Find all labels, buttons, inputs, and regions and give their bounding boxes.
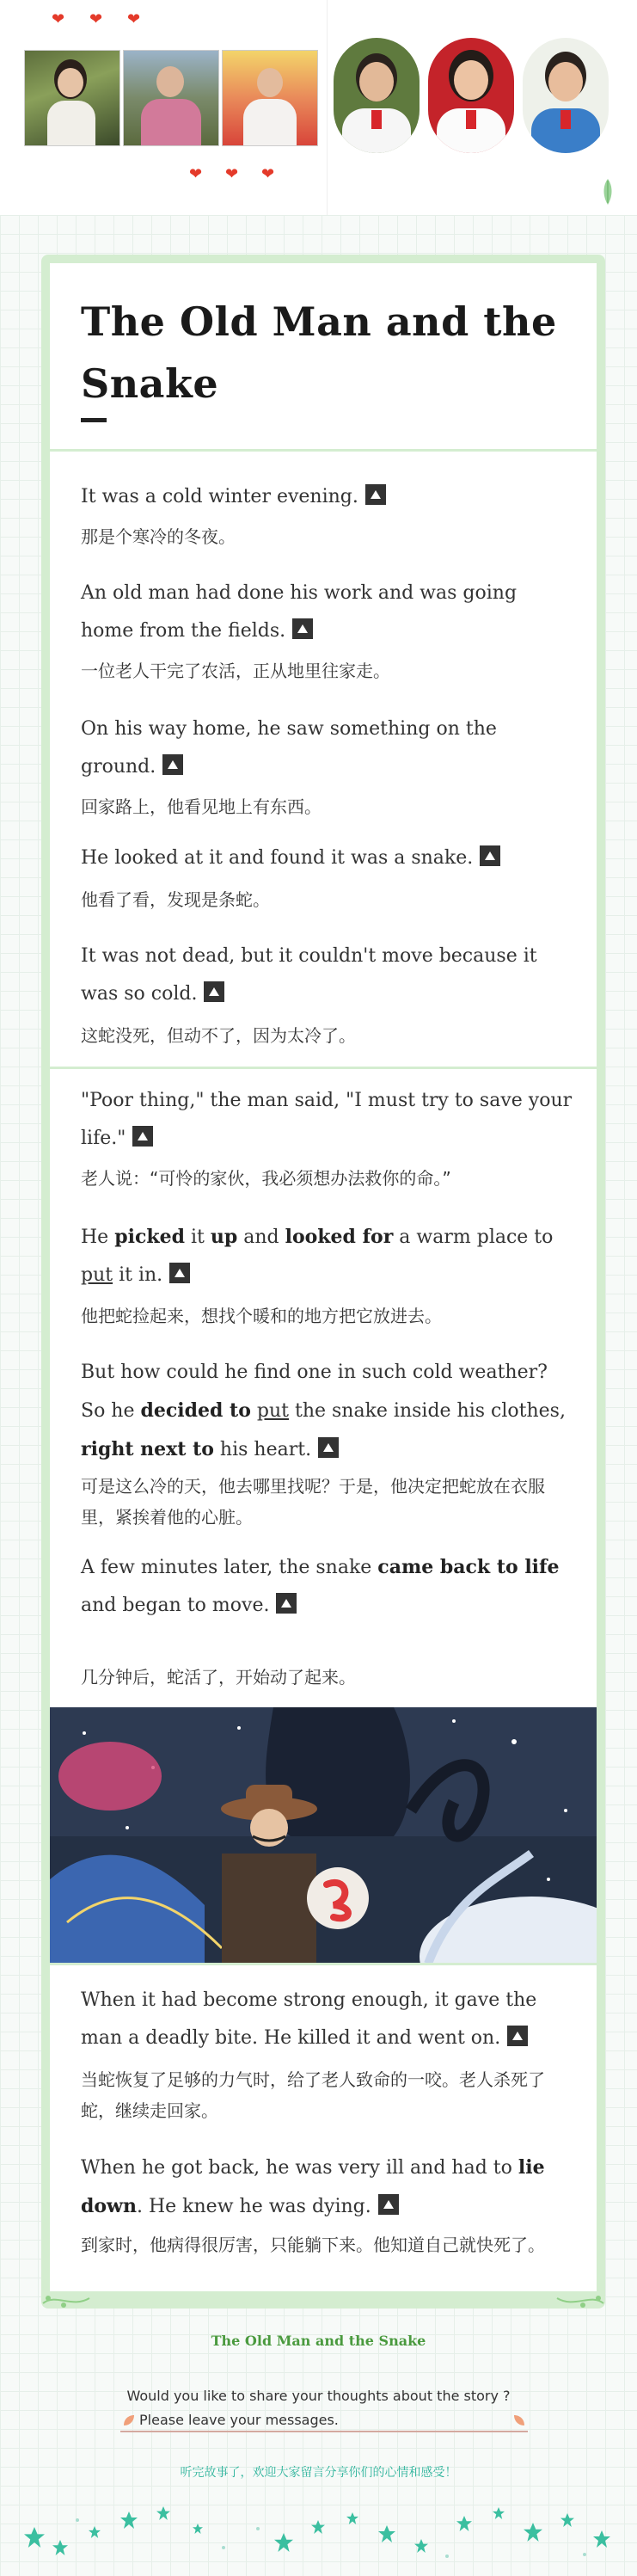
key-word: put [81, 1264, 113, 1286]
english-sentence: On his way home, he saw something on the ground. [81, 718, 497, 778]
chinese-translation: 老人说：“可怜的家伙，我必须想办法救你的命。” [81, 1168, 451, 1189]
english-sentence: He picked it up and looked for a warm place to put it in. [81, 1226, 554, 1286]
chinese-translation: 当蛇恢复了足够的力气时，给了老人致命的一咬。老人杀死了蛇，继续走回家。 [81, 2069, 545, 2121]
play-icon[interactable] [292, 618, 313, 639]
section-divider [50, 1067, 597, 1069]
stars-decoration [0, 2494, 637, 2576]
key-phrase: up [210, 1226, 238, 1248]
heart-icon: ❤ [189, 165, 203, 183]
leaf-icon [602, 179, 614, 205]
chinese-translation: 那是个寒冷的冬夜。 [81, 526, 236, 547]
teacher-photo [24, 50, 120, 146]
heart-icon: ❤ [127, 10, 141, 28]
teacher-photo [222, 50, 318, 146]
play-icon[interactable] [169, 1263, 190, 1283]
english-sentence: "Poor thing," the man said, "I must try to save your life." [81, 1090, 573, 1149]
student-photo [334, 38, 420, 153]
play-icon[interactable] [162, 754, 183, 775]
chinese-translation: 他看了看，发现是条蛇。 [81, 889, 270, 910]
key-phrase: came back to life [377, 1556, 560, 1578]
english-sentence: He looked at it and found it was a snake. [81, 839, 573, 877]
story-title: The Old Man and the Snake [81, 298, 557, 407]
heart-icon: ❤ [225, 165, 239, 183]
english-sentence: But how could he find one in such cold weather? So he decided to put the snake inside his clothes, right next to his heart. [81, 1362, 566, 1460]
chinese-translation: 几分钟后，蛇活了，开始动了起来。 [81, 1667, 356, 1688]
key-phrase: looked for [285, 1226, 394, 1248]
heart-icon: ❤ [89, 10, 103, 28]
play-icon[interactable] [378, 2194, 399, 2215]
section-divider [50, 449, 597, 452]
key-word: put [256, 1400, 289, 1422]
chinese-translation: 回家路上，他看见地上有东西。 [81, 796, 322, 817]
play-icon[interactable] [507, 2026, 528, 2046]
student-photo [428, 38, 514, 153]
chinese-translation: 他把蛇捡起来，想找个暖和的地方把它放进去。 [81, 1306, 442, 1326]
section-divider [50, 1963, 597, 1965]
student-photo [523, 38, 609, 153]
heart-icon: ❤ [52, 10, 65, 28]
heart-icon: ❤ [261, 165, 275, 183]
play-icon[interactable] [318, 1437, 339, 1458]
english-sentence: When it had become strong enough, it gave the man a deadly bite. He killed it and went on. [81, 1989, 537, 2049]
english-sentence: It was a cold winter evening. [81, 478, 573, 516]
teacher-photo [123, 50, 219, 146]
title-underline [81, 418, 107, 422]
leave-message-label: Please leave your messages. [139, 2412, 339, 2428]
thanks-message: 听完故事了，欢迎大家留言分享你们的心情和感受！ [180, 2466, 457, 2480]
key-phrase: decided to [140, 1399, 251, 1422]
key-phrase: picked [114, 1226, 185, 1248]
divider [327, 0, 328, 215]
english-sentence: A few minutes later, the snake came back to life and began to move. [81, 1556, 560, 1616]
play-icon[interactable] [204, 981, 224, 1002]
leaf-icon [512, 2413, 526, 2427]
chinese-translation: 到家时，他病得很厉害，只能躺下来。他知道自己就快死了。 [81, 2235, 545, 2255]
play-icon[interactable] [276, 1593, 297, 1614]
key-phrase: lie down [81, 2156, 545, 2217]
chinese-translation: 可是这么冷的天，他去哪里找呢？于是，他决定把蛇放在衣服里，紧挨着他的心脏。 [81, 1476, 545, 1528]
footer-story-title: The Old Man and the Snake [211, 2333, 426, 2349]
key-phrase: right next to [81, 1438, 214, 1460]
play-icon[interactable] [365, 484, 386, 505]
leave-message-button[interactable] [120, 2408, 528, 2432]
story-illustration [50, 1707, 597, 1964]
play-icon[interactable] [132, 1126, 153, 1147]
header-banner [0, 0, 637, 215]
english-sentence: An old man had done his work and was going home from the fields. [81, 582, 518, 642]
english-sentence: It was not dead, but it couldn't move because it was so cold. [81, 945, 537, 1005]
leaf-icon [122, 2413, 136, 2427]
chinese-translation: 一位老人干完了农活，正从地里往家走。 [81, 661, 390, 681]
english-sentence: When he got back, he was very ill and had to lie down. He knew he was dying. [81, 2156, 545, 2217]
vine-decoration [38, 2288, 609, 2314]
comment-prompt: Would you like to share your thoughts about the story ? [126, 2388, 511, 2404]
play-icon[interactable] [480, 845, 500, 866]
chinese-translation: 这蛇没死，但动不了，因为太冷了。 [81, 1025, 356, 1046]
